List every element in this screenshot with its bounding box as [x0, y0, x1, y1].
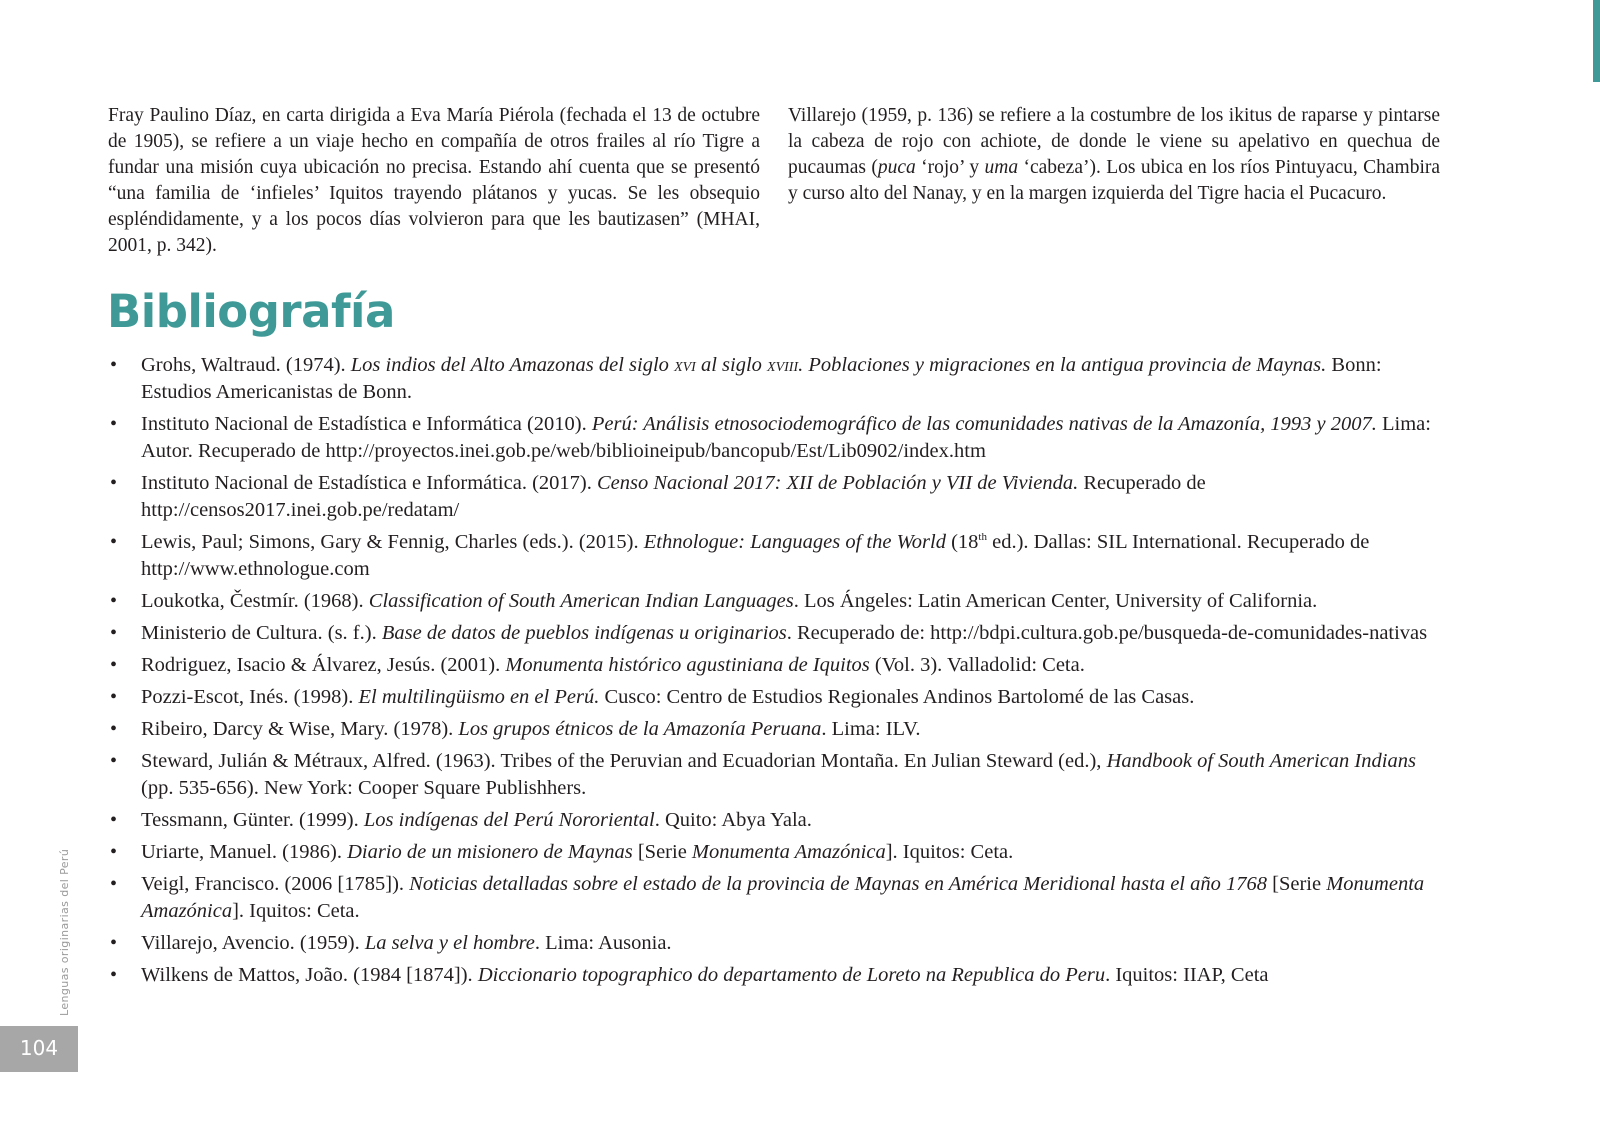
- reference-loukotka: • Loukotka, Čestmír. (1968). Classification of South American Indian Languages. Los Ángeles: Latin American Center, University of California.: [108, 588, 1448, 615]
- bullet-icon: •: [110, 590, 118, 612]
- right-column-paragraph: Villarejo (1959, p. 136) se refiere a la costumbre de los ikitus de raparse y pintarse la cabeza de rojo con achiote, de donde le viene su apelativo en quechua de pucaumas (puca ‘rojo’ y uma ‘cabeza’). Los ubica en los ríos Pintuyacu, Chambira y curso alto del Nanay, y en la margen izquierda del Tigre hacia el Pucacuro.: [788, 105, 1441, 204]
- bullet-icon: •: [110, 964, 118, 986]
- running-title: Lenguas originarias del Perú: [58, 848, 71, 1016]
- bullet-icon: •: [110, 873, 118, 895]
- reference-tessmann: • Tessmann, Günter. (1999). Los indígenas del Perú Nororiental. Quito: Abya Yala.: [108, 807, 1448, 834]
- reference-ribeiro: • Ribeiro, Darcy & Wise, Mary. (1978). Los grupos étnicos de la Amazonía Peruana. Lima: ILV.: [108, 716, 1448, 743]
- intro-columns: [108, 103, 1440, 259]
- reference-inei-2010: • Instituto Nacional de Estadística e Informática (2010). Perú: Análisis etnosociodemográfico de las comunidades nativas de la Amazonía, 1993 y 2007. Lima: Autor. Recuperado de http://proyectos.inei.gob.pe/web/biblioineipub/bancopub/Est/Lib0902/index.htm: [110, 413, 1431, 462]
- bullet-icon: •: [110, 413, 118, 435]
- bullet-icon: •: [110, 531, 118, 553]
- accent-bar: [1593, 0, 1600, 82]
- bullet-icon: •: [110, 809, 118, 831]
- bullet-icon: •: [110, 932, 118, 954]
- reference-veigl: • Veigl, Francisco. (2006 [1785]). Noticias detalladas sobre el estado de la provincia de Maynas en América Meridional hasta el año 1768 [Serie Monumenta Amazónica]. Iquitos: Ceta.: [110, 873, 1425, 922]
- bullet-icon: •: [110, 654, 118, 676]
- bullet-icon: •: [110, 750, 118, 772]
- reference-wilkens: • Wilkens de Mattos, João. (1984 [1874]). Diccionario topographico do departamento de Loreto na Republica do Peru. Iquitos: IIAP, Ceta: [108, 962, 1448, 989]
- left-column-paragraph: Fray Paulino Díaz, en carta dirigida a Eva María Piérola (fechada el 13 de octubre de 1905), se refiere a un viaje hecho en compañía de otros frailes al río Tigre a fundar una misión cuya ubicación no precisa. Estando ahí cuenta que se presentó “una familia de ‘infieles’ Iquitos trayendo plátanos y yucas. Se les obsequio espléndidamente, y a los pocos días volvieron para que les bautizasen” (MHAI, 2001, p. 342).: [108, 105, 760, 256]
- reference-inei-2017: • Instituto Nacional de Estadística e Informática. (2017). Censo Nacional 2017: XII de Población y VII de Vivienda. Recuperado de http://censos2017.inei.gob.pe/redatam/: [110, 472, 1206, 521]
- bullet-icon: •: [110, 472, 118, 494]
- reference-uriarte: • Uriarte, Manuel. (1986). Diario de un misionero de Maynas [Serie Monumenta Amazónica]. Iquitos: Ceta.: [108, 839, 1448, 866]
- reference-ministerio-cultura: • Ministerio de Cultura. (s. f.). Base de datos de pueblos indígenas u originarios. Recuperado de: http://bdpi.cultura.gob.pe/busqueda-de-comunidades-nativas: [108, 620, 1448, 647]
- bibliography-heading: Bibliografía: [107, 285, 395, 338]
- reference-villarejo: • Villarejo, Avencio. (1959). La selva y el hombre. Lima: Ausonia.: [108, 930, 1448, 957]
- bullet-icon: •: [110, 354, 118, 376]
- bullet-icon: •: [110, 622, 118, 644]
- page-number-box: [0, 1026, 78, 1072]
- bullet-icon: •: [110, 686, 118, 708]
- page-number: 104: [19, 1036, 59, 1060]
- reference-pozzi-escot: • Pozzi-Escot, Inés. (1998). El multilingüismo en el Perú. Cusco: Centro de Estudios Regionales Andinos Bartolomé de las Casas.: [108, 684, 1448, 711]
- reference-steward: • Steward, Julián & Métraux, Alfred. (1963). Tribes of the Peruvian and Ecuadorian Montaña. En Julian Steward (ed.), Handbook of South American Indians (pp. 535-656). New York: Cooper Square Publishhers.: [110, 750, 1416, 799]
- reference-lewis: • Lewis, Paul; Simons, Gary & Fennig, Charles (eds.). (2015). Ethnologue: Languages of the World (18th ed.). Dallas: SIL International. Recuperado de http://www.ethnologue.com: [110, 531, 1370, 580]
- bibliography-list: [108, 352, 1448, 994]
- bullet-icon: •: [110, 718, 118, 740]
- reference-grohs: • Grohs, Waltraud. (1974). Los indios del Alto Amazonas del siglo xvi al siglo xviii. Poblaciones y migraciones en la antigua provincia de Maynas. Bonn: Estudios Americanistas de Bonn.: [110, 354, 1382, 403]
- bullet-icon: •: [110, 841, 118, 863]
- reference-rodriguez: • Rodriguez, Isacio & Álvarez, Jesús. (2001). Monumenta histórico agustiniana de Iquitos (Vol. 3). Valladolid: Ceta.: [108, 652, 1448, 679]
